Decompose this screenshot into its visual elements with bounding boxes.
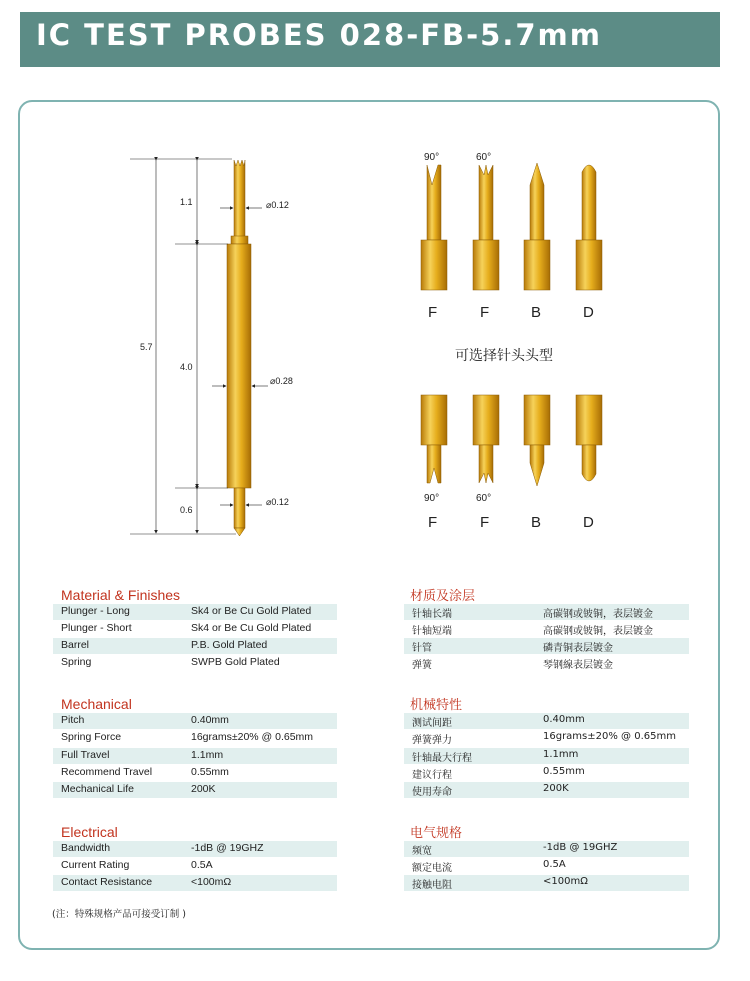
tip-top-code-4: D bbox=[583, 304, 594, 321]
section-title-mechanical: Mechanical bbox=[61, 696, 132, 712]
spec-row: 针轴短端 高碳钢或铍铜，表层镀金 bbox=[412, 626, 653, 637]
spec-row: Recommend Travel 0.55mm bbox=[61, 766, 229, 778]
dim-bottom-length: 0.6 bbox=[180, 505, 193, 515]
spec-row: Spring SWPB Gold Plated bbox=[61, 656, 280, 668]
tip-top-code-3: B bbox=[531, 304, 542, 321]
section-title-material-cn: 材质及涂层 bbox=[410, 589, 476, 604]
tip-bottom-code-2: F bbox=[480, 514, 490, 531]
tip-options-caption: 可选择针头头型 bbox=[455, 348, 553, 364]
tip-bottom-code-3: B bbox=[531, 514, 542, 531]
dim-dia-bottom: ⌀0.12 bbox=[266, 497, 289, 507]
spec-row: Barrel P.B. Gold Plated bbox=[53, 638, 337, 654]
spec-row: Plunger - Short Sk4 or Be Cu Gold Plated bbox=[61, 622, 312, 634]
spec-row: Spring Force 16grams±20% @ 0.65mm bbox=[61, 731, 314, 743]
spec-row: 针轴长端 高碳钢或铍铜，表层镀金 bbox=[404, 604, 689, 620]
tip-top-angle-2: 60° bbox=[476, 152, 492, 163]
spec-row: Mechanical Life 200K bbox=[53, 782, 337, 798]
tip-bottom-angle-1: 90° bbox=[424, 493, 440, 504]
dim-dia-top: ⌀0.12 bbox=[266, 200, 289, 210]
spec-row: 额定电流 0.5A bbox=[412, 859, 566, 874]
dim-total: 5.7 bbox=[140, 342, 153, 352]
spec-row: 建议行程 0.55mm bbox=[412, 766, 585, 781]
dim-dia-barrel: ⌀0.28 bbox=[270, 376, 293, 386]
section-title-electrical: Electrical bbox=[61, 824, 118, 840]
footnote: (注：特殊规格产品可接受订制 ) bbox=[52, 909, 186, 920]
spec-row: 频宽 -1dB @ 19GHZ bbox=[404, 841, 689, 857]
spec-row: 针管 磷青铜表层镀金 bbox=[404, 638, 689, 654]
spec-row: Full Travel 1.1mm bbox=[53, 748, 337, 764]
tip-top-code-2: F bbox=[480, 304, 490, 321]
spec-row: 弹簧 琴钢線表层镀金 bbox=[412, 660, 613, 671]
dim-barrel-length: 4.0 bbox=[180, 362, 193, 372]
dim-top-length: 1.1 bbox=[180, 197, 193, 207]
spec-row: Bandwidth -1dB @ 19GHZ bbox=[53, 841, 337, 857]
spec-row: 针轴最大行程 1.1mm bbox=[404, 748, 689, 764]
spec-row: Current Rating 0.5A bbox=[61, 859, 213, 871]
tip-top-code-1: F bbox=[428, 304, 438, 321]
tip-bottom-angle-2: 60° bbox=[476, 493, 492, 504]
spec-row: 测试间距 0.40mm bbox=[404, 713, 689, 729]
spec-row: Contact Resistance <100mΩ bbox=[53, 875, 337, 891]
spec-row: 弹簧弹力 16grams±20% @ 0.65mm bbox=[412, 731, 676, 746]
section-title-electrical-cn: 电气规格 bbox=[410, 826, 463, 841]
spec-row: Pitch 0.40mm bbox=[53, 713, 337, 729]
main-probe bbox=[227, 160, 251, 536]
spec-row: 使用寿命 200K bbox=[404, 782, 689, 798]
spec-row: Plunger - Long Sk4 or Be Cu Gold Plated bbox=[53, 604, 337, 620]
tip-options-top bbox=[421, 163, 602, 290]
section-title-mechanical-cn: 机械特性 bbox=[410, 698, 463, 713]
tip-bottom-code-4: D bbox=[583, 514, 594, 531]
tip-top-angle-1: 90° bbox=[424, 152, 440, 163]
page-title: IC TEST PROBES 028-FB-5.7mm bbox=[36, 18, 602, 52]
spec-row: 接触电阻 <100mΩ bbox=[404, 875, 689, 891]
tip-options-bottom bbox=[421, 395, 602, 486]
section-title-material: Material & Finishes bbox=[61, 587, 181, 603]
tip-bottom-code-1: F bbox=[428, 514, 438, 531]
